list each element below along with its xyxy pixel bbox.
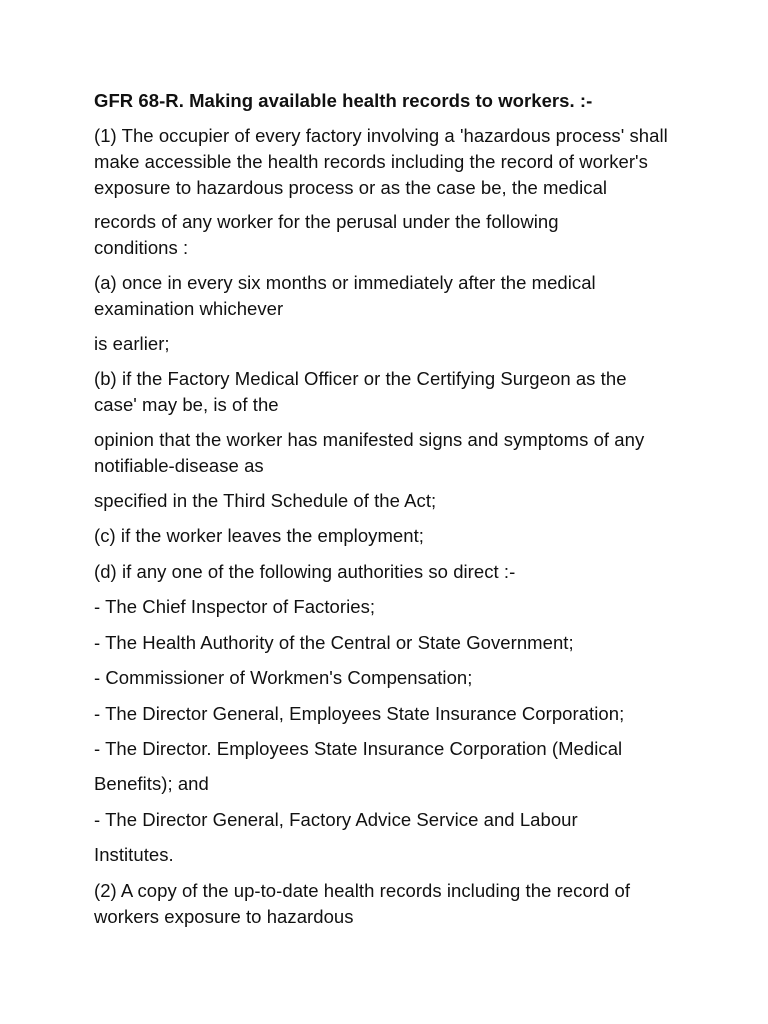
text-line: case' may be, is of the — [94, 394, 279, 415]
text-line: specified in the Third Schedule of the Act; — [94, 490, 437, 511]
text-line: make accessible the health records including the record of worker's — [94, 151, 648, 172]
text-line: opinion that the worker has manifested signs and symptoms of any — [94, 429, 645, 450]
text-line: - The Director General, Factory Advice Service and Labour — [94, 809, 578, 830]
text-line: - The Health Authority of the Central or State Government; — [94, 632, 574, 653]
text-line: Institutes. — [94, 844, 174, 865]
text-line: - The Director General, Employees State Insurance Corporation; — [94, 703, 625, 724]
text-line: (a) once in every six months or immediately after the medical — [94, 272, 596, 293]
text-line: exposure to hazardous process or as the case be, the medical — [94, 177, 608, 198]
text-line: - Commissioner of Workmen's Compensation; — [94, 667, 473, 688]
text-line: - The Chief Inspector of Factories; — [94, 596, 376, 617]
text-line: (c) if the worker leaves the employment; — [94, 525, 424, 546]
text-line: (1) The occupier of every factory involving a 'hazardous process' shall — [94, 125, 668, 146]
text-line: notifiable-disease as — [94, 455, 264, 476]
text-line: (d) if any one of the following authorities so direct :- — [94, 561, 516, 582]
text-line: examination whichever — [94, 298, 284, 319]
text-line: - The Director. Employees State Insurance Corporation (Medical — [94, 738, 623, 759]
document-heading: GFR 68-R. Making available health records to workers. :- — [94, 90, 593, 111]
text-line: Benefits); and — [94, 773, 209, 794]
text-line: (2) A copy of the up-to-date health records including the record of — [94, 880, 631, 901]
text-line: (b) if the Factory Medical Officer or the Certifying Surgeon as the — [94, 368, 627, 389]
text-line: records of any worker for the perusal under the following — [94, 211, 559, 232]
text-line: is earlier; — [94, 333, 170, 354]
text-line: conditions : — [94, 237, 189, 258]
text-line: workers exposure to hazardous — [94, 906, 354, 927]
